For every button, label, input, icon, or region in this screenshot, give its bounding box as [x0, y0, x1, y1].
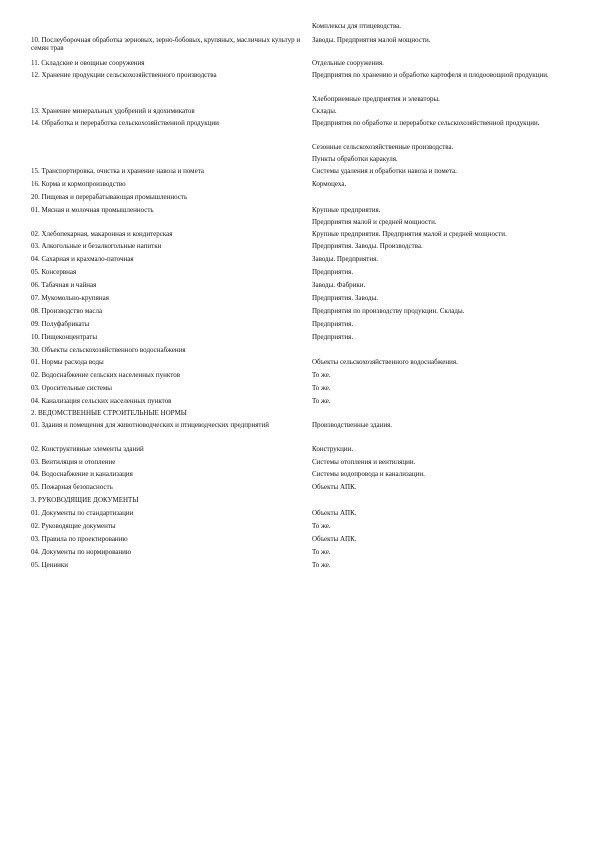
row-objects: Предприятия. — [312, 320, 354, 328]
row-objects: Объекты АПК. — [312, 509, 357, 517]
row-category: 13. Хранение минеральных удобрений и ядохимикатов — [31, 107, 195, 115]
row-objects: Системы водопровода и канализации. — [312, 470, 425, 478]
row-objects: То же. — [312, 548, 331, 556]
row-category: 04. Водоснабжение и канализация — [31, 470, 133, 478]
row-objects: Предприятия по хранению и обработке картофеля и плодоовощной продукции. — [312, 71, 549, 79]
row-objects: Заводы. Предприятия малой мощности. — [312, 36, 431, 44]
row-category: 16. Корма и кормопроизводство — [31, 180, 126, 188]
row-objects: То же. — [312, 522, 331, 530]
row-category: 3. РУКОВОДЯЩИЕ ДОКУМЕНТЫ — [31, 496, 139, 504]
row-objects: Системы удаления и обработки навоза и помета. — [312, 167, 457, 175]
row-objects: Крупные предприятия. — [312, 206, 381, 214]
row-category: 09. Полуфабрикаты — [31, 320, 90, 328]
row-objects: Производственные здания. — [312, 421, 393, 429]
row-objects: Предприятия по обработке и переработке сельскохозяйственной продукции. — [312, 119, 540, 127]
row-category: 01. Нормы расхода воды — [31, 358, 104, 366]
row-category: 14. Обработка и переработка сельскохозяйственной продукции — [31, 119, 219, 127]
row-objects: Предприятия малой и средней мощности. — [312, 218, 437, 226]
row-category: 07. Мукомольно-крупяная — [31, 294, 109, 302]
row-objects: То же. — [312, 371, 331, 379]
row-category: 11. Складские и овощные сооружения — [31, 59, 145, 67]
row-objects: Заводы. Предприятия. — [312, 255, 379, 263]
row-category: 01. Здания и помещения для животноводческих и птицеводческих предприятий — [31, 421, 269, 429]
row-objects: Крупные предприятия. Предприятия малой и средней мощности. — [312, 230, 507, 238]
row-category: 2. ВЕДОМСТВЕННЫЕ СТРОИТЕЛЬНЫЕ НОРМЫ — [31, 409, 187, 417]
row-objects: Объекты АПК. — [312, 483, 357, 491]
row-category: 02. Руководящие документы — [31, 522, 116, 530]
row-objects: Предприятия по производству продукции. Склады. — [312, 307, 465, 315]
row-category: 03. Правила по проектированию — [31, 535, 128, 543]
row-category: 10. Пищеконцентраты — [31, 333, 98, 341]
row-objects: Системы отопления и вентиляции. — [312, 458, 416, 466]
row-objects: Предприятия. — [312, 268, 354, 276]
row-objects: Конструкции. — [312, 445, 354, 453]
row-category: 03. Оросительные системы — [31, 384, 112, 392]
row-category: 05. Пожарная безопасность — [31, 483, 113, 491]
row-category: 02. Хлебопекарная, макаронная и кондитерская — [31, 230, 173, 238]
row-category: 05. Консервная — [31, 268, 77, 276]
row-category: 12. Хранение продукции сельскохозяйственного производства — [31, 71, 217, 79]
row-objects: Отдельные сооружения. — [312, 59, 384, 67]
row-objects: То же. — [312, 397, 331, 405]
row-category: 05. Ценники — [31, 561, 69, 569]
row-category: 03. Алкогольные и безалкогольные напитки — [31, 242, 162, 250]
row-category: 01. Документы по стандартизации — [31, 509, 134, 517]
row-objects: Хлебоприемные предприятия и элеваторы. — [312, 95, 440, 103]
row-objects: Склады. — [312, 107, 337, 115]
row-category: 02. Конструктивные элементы зданий — [31, 445, 144, 453]
row-objects: Объекты АПК. — [312, 535, 357, 543]
row-objects: То же. — [312, 384, 331, 392]
row-objects: Пункты обработки каракуля. — [312, 155, 398, 163]
row-objects: Комплексы для птицеводства. — [312, 22, 402, 30]
row-objects: Предприятия. Заводы. — [312, 294, 379, 302]
row-objects: Заводы. Фабрики. — [312, 281, 366, 289]
row-category: 04. Канализация сельских населенных пунктов — [31, 397, 172, 405]
row-objects: Кормоцеха. — [312, 180, 347, 188]
row-category: 02. Водоснабжение сельских населенных пунктов — [31, 371, 181, 379]
row-category: 01. Мясная и молочная промышленность — [31, 206, 154, 214]
row-category: 08. Производство масла — [31, 307, 103, 315]
row-category: 20. Пищевая и перерабатывающая промышленность — [31, 193, 188, 201]
row-category: 30. Объекты сельскохозяйственного водоснабжения — [31, 346, 186, 354]
row-category: 04. Документы по нормированию — [31, 548, 132, 556]
row-category: 10. Послеуборочная обработка зерновых, зерно-бобовых, крупяных, масличных культур и семян трав — [31, 36, 301, 52]
row-objects: Предприятия. Заводы. Производства. — [312, 242, 423, 250]
row-category: 15. Транспортировка, очистка и хранение навоза и помета — [31, 167, 204, 175]
row-category: 06. Табачная и чайная — [31, 281, 97, 289]
row-category: 03. Вентиляция и отопление — [31, 458, 116, 466]
row-objects: Объекты сельскохозяйственного водоснабжения. — [312, 358, 458, 366]
row-objects: Предприятия. — [312, 333, 354, 341]
row-objects: Сезонные сельскохозяйственные производства. — [312, 143, 454, 151]
row-objects: То же. — [312, 561, 331, 569]
row-category: 04. Сахарная и крахмало-паточная — [31, 255, 134, 263]
